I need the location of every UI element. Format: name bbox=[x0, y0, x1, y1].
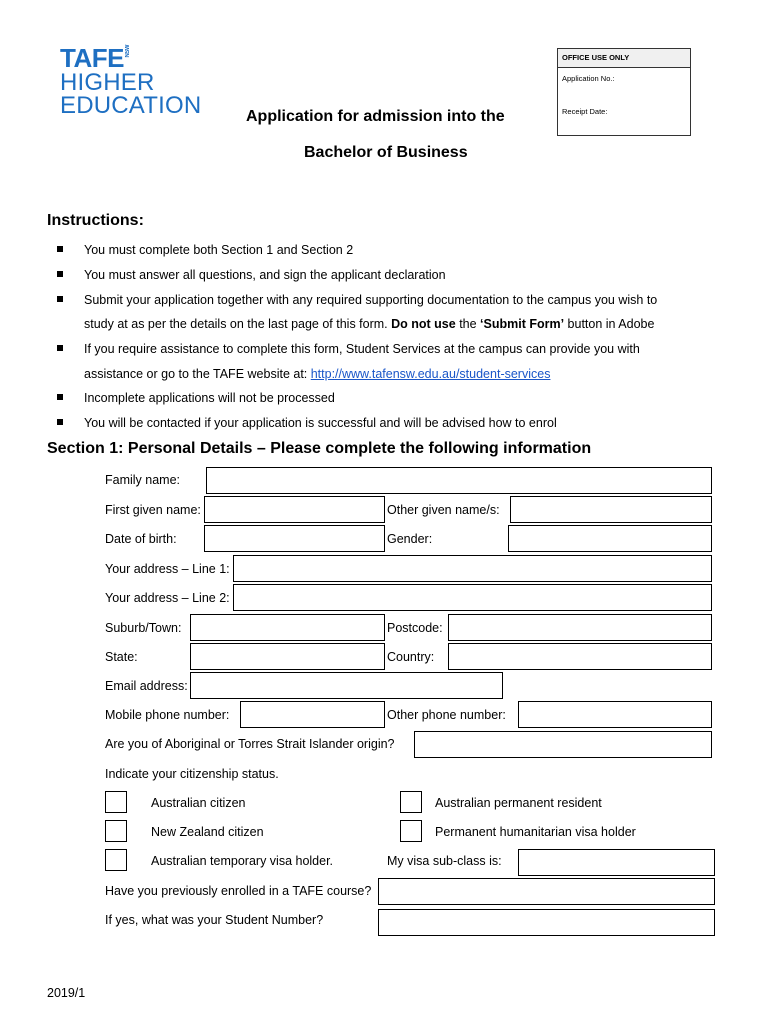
australian-pr-checkbox[interactable] bbox=[400, 791, 422, 813]
other-phone-input[interactable] bbox=[518, 701, 712, 728]
visa-subclass-input[interactable] bbox=[518, 849, 715, 876]
form-title-line1: Application for admission into the bbox=[246, 108, 505, 125]
logo-higher-text: HIGHER bbox=[60, 69, 155, 96]
mobile-input[interactable] bbox=[240, 701, 385, 728]
office-application-no: Application No.: bbox=[562, 74, 615, 83]
bullet-icon bbox=[57, 345, 63, 351]
australian-citizen-checkbox[interactable] bbox=[105, 791, 127, 813]
other-phone-label: Other phone number: bbox=[387, 708, 506, 722]
citizenship-label: Indicate your citizenship status. bbox=[105, 767, 279, 781]
address-line1-input[interactable] bbox=[233, 555, 712, 582]
prev-tafe-input[interactable] bbox=[378, 878, 715, 905]
country-label: Country: bbox=[387, 650, 435, 664]
form-title-line2: Bachelor of Business bbox=[304, 144, 468, 161]
logo-education-text: EDUCATION bbox=[60, 92, 202, 119]
family-name-input[interactable] bbox=[206, 467, 712, 494]
state-input[interactable] bbox=[190, 643, 385, 670]
bullet-icon bbox=[57, 296, 63, 302]
student-services-link[interactable]: http://www.tafensw.edu.au/student-services bbox=[310, 367, 551, 381]
gender-input[interactable] bbox=[508, 525, 712, 552]
temp-visa-label: Australian temporary visa holder. bbox=[151, 854, 334, 868]
state-label: State: bbox=[105, 650, 138, 664]
instruction-item-continued: study at as per the details on the last page of this form. Do not use the ‘Submit Form’ button in Adobe bbox=[84, 317, 655, 331]
instructions-heading: Instructions: bbox=[47, 212, 144, 229]
office-receipt-date: Receipt Date: bbox=[562, 107, 608, 116]
instruction-item: You must complete both Section 1 and Section 2 bbox=[84, 243, 354, 257]
bullet-icon bbox=[57, 246, 63, 252]
mobile-label: Mobile phone number: bbox=[105, 708, 230, 722]
postcode-input[interactable] bbox=[448, 614, 712, 641]
bullet-icon bbox=[57, 271, 63, 277]
temp-visa-checkbox[interactable] bbox=[105, 849, 127, 871]
email-input[interactable] bbox=[190, 672, 503, 699]
humanitarian-label: Permanent humanitarian visa holder bbox=[435, 825, 636, 839]
first-given-name-label: First given name: bbox=[105, 503, 201, 517]
instruction-item: You must answer all questions, and sign the applicant declaration bbox=[84, 268, 446, 282]
instruction-item-continued: assistance or go to the TAFE website at: http://www.tafensw.edu.au/student-services bbox=[84, 367, 551, 381]
instruction-item: If you require assistance to complete this form, Student Services at the campus can provide you with bbox=[84, 342, 640, 356]
student-number-input[interactable] bbox=[378, 909, 715, 936]
logo-nsw-text: NSW bbox=[124, 45, 131, 58]
first-given-name-input[interactable] bbox=[204, 496, 385, 523]
australian-citizen-label: Australian citizen bbox=[151, 796, 246, 810]
date-of-birth-label: Date of birth: bbox=[105, 532, 177, 546]
prev-tafe-label: Have you previously enrolled in a TAFE course? bbox=[105, 884, 372, 898]
tafe-logo bbox=[60, 45, 201, 117]
nz-citizen-checkbox[interactable] bbox=[105, 820, 127, 842]
visa-subclass-label: My visa sub-class is: bbox=[387, 854, 502, 868]
country-input[interactable] bbox=[448, 643, 712, 670]
bullet-icon bbox=[57, 394, 63, 400]
email-label: Email address: bbox=[105, 679, 188, 693]
section1-heading: Section 1: Personal Details – Please complete the following information bbox=[47, 440, 592, 457]
nz-citizen-label: New Zealand citizen bbox=[151, 825, 264, 839]
postcode-label: Postcode: bbox=[387, 621, 443, 635]
form-version: 2019/1 bbox=[47, 986, 86, 1000]
australian-pr-label: Australian permanent resident bbox=[435, 796, 602, 810]
logo-tafe-text: TAFE bbox=[60, 43, 124, 73]
suburb-label: Suburb/Town: bbox=[105, 621, 182, 635]
bullet-icon bbox=[57, 419, 63, 425]
office-use-box bbox=[557, 48, 691, 136]
student-number-label: If yes, what was your Student Number? bbox=[105, 913, 324, 927]
instruction-item: Incomplete applications will not be processed bbox=[84, 391, 335, 405]
address-line2-label: Your address – Line 2: bbox=[105, 591, 230, 605]
aboriginal-input[interactable] bbox=[414, 731, 712, 758]
aboriginal-label: Are you of Aboriginal or Torres Strait Islander origin? bbox=[105, 737, 395, 751]
address-line1-label: Your address – Line 1: bbox=[105, 562, 230, 576]
gender-label: Gender: bbox=[387, 532, 433, 546]
instruction-item: You will be contacted if your application is successful and will be advised how to enrol bbox=[84, 416, 557, 430]
address-line2-input[interactable] bbox=[233, 584, 712, 611]
date-of-birth-input[interactable] bbox=[204, 525, 385, 552]
office-use-title: OFFICE USE ONLY bbox=[558, 49, 690, 68]
instruction-item: Submit your application together with any required supporting documentation to the campus you wish to bbox=[84, 293, 658, 307]
humanitarian-checkbox[interactable] bbox=[400, 820, 422, 842]
suburb-input[interactable] bbox=[190, 614, 385, 641]
other-given-names-input[interactable] bbox=[510, 496, 712, 523]
other-given-names-label: Other given name/s: bbox=[387, 503, 500, 517]
family-name-label: Family name: bbox=[105, 473, 181, 487]
